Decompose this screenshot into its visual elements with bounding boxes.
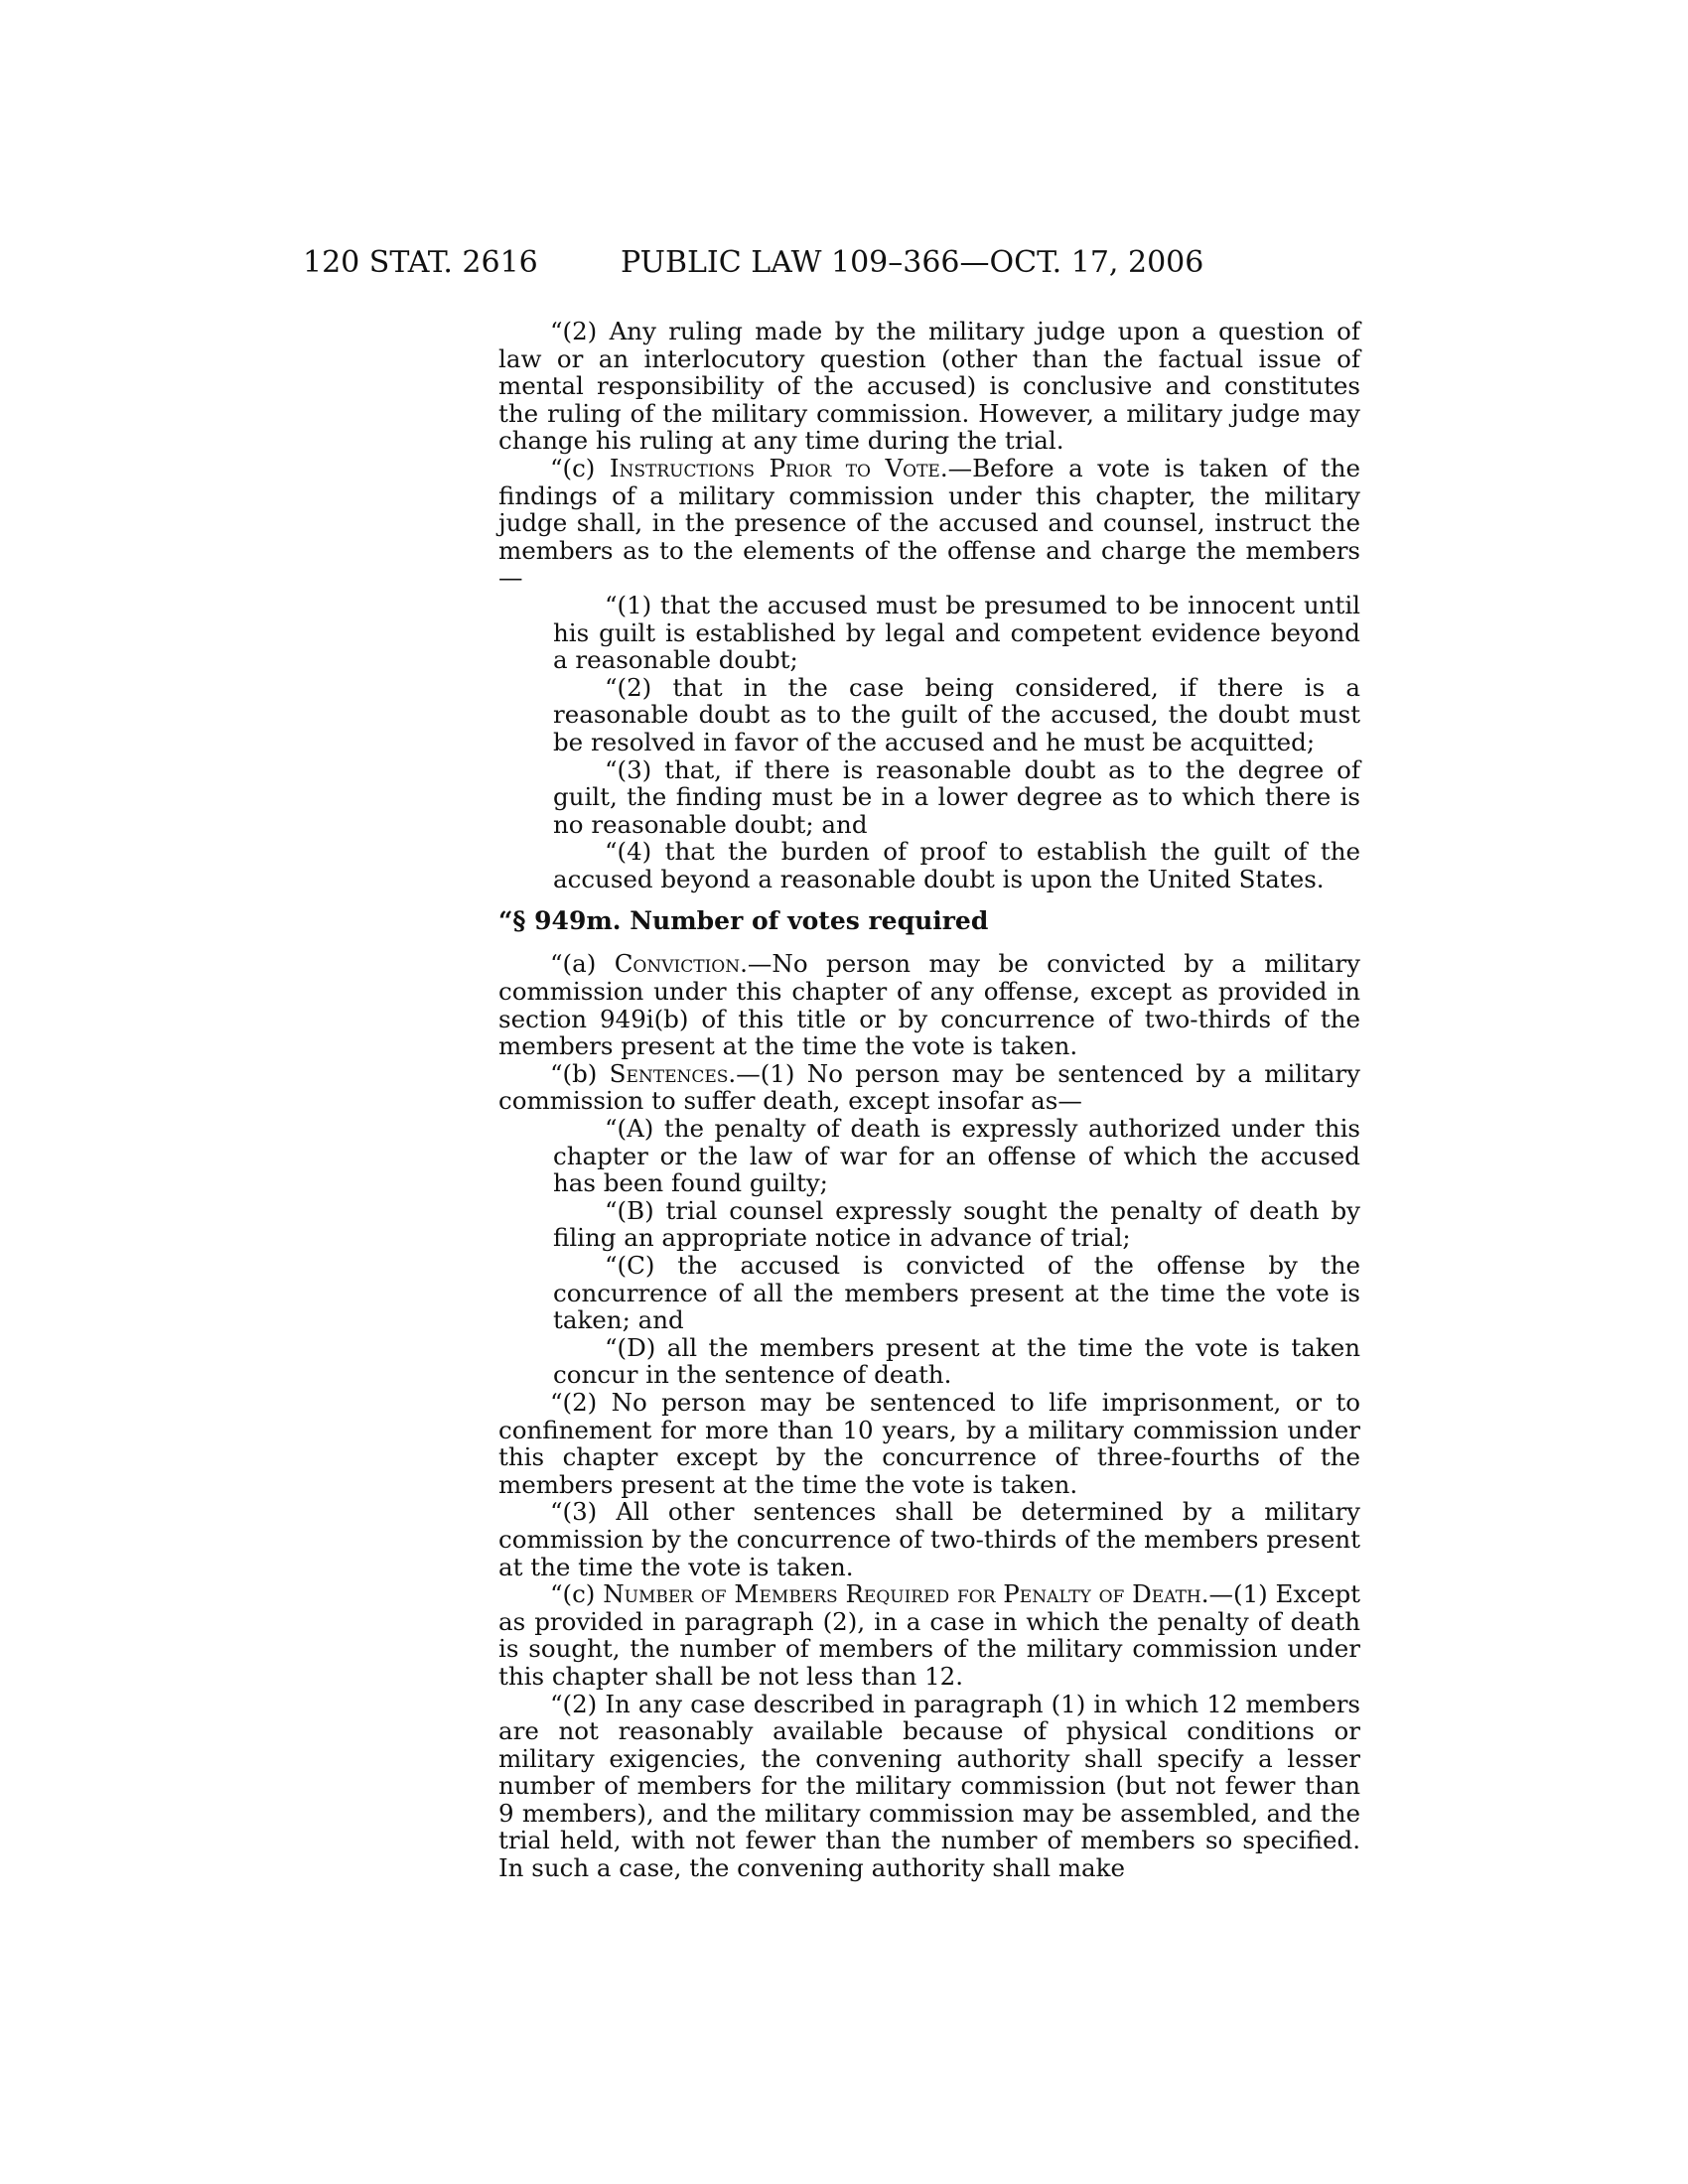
subsection-c-members <box>498 1580 1360 1690</box>
sentence-item-c: “(C) the accused is convicted of the offense by the concurrence of all the members present at the time the vote is taken; and <box>553 1251 1360 1335</box>
instruction-item-3: “(3) that, if there is reasonable doubt as to the degree of guilt, the finding must be in a lower degree as to which there is no reasonable doubt; and <box>553 754 1360 839</box>
subsection-b-prefix: “(b) <box>550 1058 610 1088</box>
subsection-a-heading: Conviction. <box>614 949 748 979</box>
members-paragraph-2: “(2) In any case described in paragraph (1) in which 12 members are not reasonably available because of physical conditions or military exigencies, the convening authority shall specify a lesser number of members for the military commission (but not fewer than 9 members), and the military commission may be assembled, and the trial held, with not fewer than the number of members so specified. In such a case, the convening authority shall make <box>498 1689 1360 1883</box>
section-heading: “§ 949m. Number of votes required <box>498 906 989 936</box>
subsection-a-prefix: “(a) <box>550 949 615 979</box>
subsection-a-conviction <box>498 950 1360 1059</box>
subsection-b-sentences <box>498 1060 1360 1115</box>
paragraph-ruling: “(2) Any ruling made by the military judge upon a question of law or an interlocutory question (other than the factual issue of mental responsibility of the accused) is conclusive and constitutes the ruling of the military commission. However, a military judge may change his ruling at any time during the trial. <box>498 317 1360 456</box>
instruction-item-4: “(4) that the burden of proof to establish the guilt of the accused beyond a reasonable doubt is upon the United States. <box>553 837 1360 893</box>
subsection-b-text: —(1) No person may be sentenced by a military commission to suffer death, except insofar as— <box>498 1058 1360 1116</box>
subsection-b-heading: Sentences. <box>609 1058 737 1088</box>
sentence-item-a: “(A) the penalty of death is expressly authorized under this chapter or the law of war for an offense of which the accused has been found guilty; <box>553 1114 1360 1198</box>
sentence-item-b: “(B) trial counsel expressly sought the penalty of death by filing an appropriate notice in advance of trial; <box>553 1195 1360 1253</box>
subsection-c-text: —Before a vote is taken of the findings of a military commission under this chapter, the military judge shall, in the presence of the accused and counsel, instruct the members as to the elements of the offense and charge the members— <box>498 453 1360 593</box>
instruction-item-2: “(2) that in the case being considered, if there is a reasonable doubt as to the guilt of the accused, the doubt must be resolved in favor of the accused and he must be acquitted; <box>553 672 1360 756</box>
subsection-c-heading: Instructions Prior to Vote. <box>609 453 948 482</box>
subsection-c-members-text: —(1) Except as provided in paragraph (2), in a case in which the penalty of death is sought, the number of members of the military commission under this chapter shall be not less than 12. <box>498 1579 1360 1691</box>
subsection-c-instructions <box>498 455 1360 592</box>
document-body <box>498 318 1360 1882</box>
statute-citation: 120 STAT. 2616 <box>303 245 538 280</box>
sentence-item-d: “(D) all the members present at the time the vote is taken concur in the sentence of death. <box>553 1332 1360 1390</box>
subsection-c-members-heading: Number of Members Required for Penalty of Death. <box>603 1579 1209 1609</box>
subsection-c-members-prefix: “(c) <box>550 1579 604 1609</box>
public-law-citation: PUBLIC LAW 109–366—OCT. 17, 2006 <box>621 245 1204 280</box>
sentences-paragraph-3: “(3) All other sentences shall be determined by a military commission by the concurrence of two-thirds of the members present at the time the vote is taken. <box>498 1497 1360 1581</box>
instruction-item-1: “(1) that the accused must be presumed to be innocent until his guilt is established by legal and competent evidence beyond a reasonable doubt; <box>553 590 1360 675</box>
subsection-c-prefix: “(c) <box>550 453 610 482</box>
sentences-paragraph-2: “(2) No person may be sentenced to life imprisonment, or to confinement for more than 10 years, by a military commission under this chapter except by the concurrence of three-fourths of the members present at the time the vote is taken. <box>498 1387 1360 1499</box>
subsection-a-text: —No person may be convicted by a military commission under this chapter of any offense, except as provided in section 949i(b) of this title or by concurrence of two-thirds of the members present at the time the vote is taken. <box>498 949 1360 1061</box>
